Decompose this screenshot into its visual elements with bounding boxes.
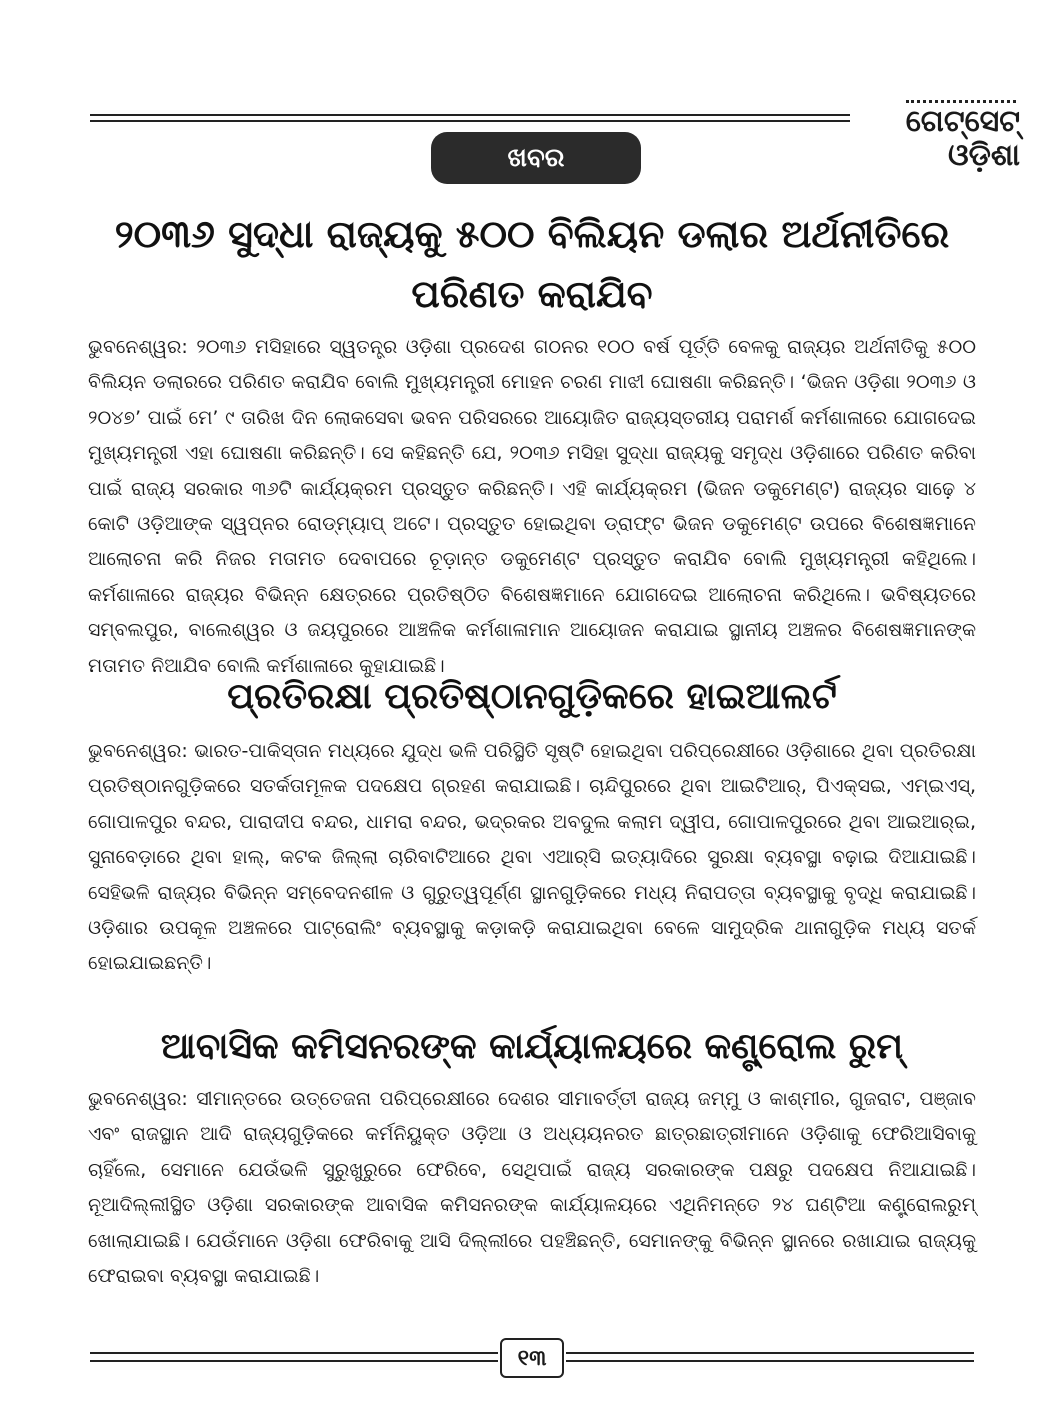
- section-label: ଖବର: [431, 132, 641, 184]
- article-2-body: ଭୁବନେଶ୍ୱର: ଭାରତ-ପାକିସ୍ତାନ ମଧ୍ୟରେ ଯୁଦ୍ଧ ଭଳି ପରିସ୍ଥିତି ସୃଷ୍ଟି ହୋଇଥିବା ପରିପ୍ରେକ୍ଷୀରେ ଓଡ଼ିଶାରେ ଥିବା ପ୍ରତିରକ୍ଷା ପ୍ରତିଷ୍ଠାନଗୁଡ଼ିକରେ ସତର୍କତାମୂଳକ ପଦକ୍ଷେପ ଗ୍ରହଣ କରାଯାଇଛି। ଚାନ୍ଦିପୁରରେ ଥିବା ଆଇଟିଆର୍, ପିଏକ୍ସଇ, ଏମ୍ଇଏସ୍, ଗୋପାଳପୁର ବନ୍ଦର, ପାରାଦୀପ ବନ୍ଦର, ଧାମରା ବନ୍ଦର, ଭଦ୍ରକର ଅବଦୁଲ କଲାମ ଦ୍ୱୀପ, ଗୋପାଳପୁରରେ ଥିବା ଆଇଆର୍‌ଇ, ସୁନାବେଡ଼ାରେ ଥିବା ହାଲ୍, କଟକ ଜିଲ୍ଲା ଚାରିବାଟିଆରେ ଥିବା ଏଆର୍‌ସି ଇତ୍ୟାଦିରେ ସୁରକ୍ଷା ବ୍ୟବସ୍ଥା ବଢ଼ାଇ ଦିଆଯାଇଛି। ସେହିଭଳି ରାଜ୍ୟର ବିଭିନ୍ନ ସମ୍ବେଦନଶୀଳ ଓ ଗୁରୁତ୍ୱପୂର୍ଣ୍ଣ ସ୍ଥାନଗୁଡ଼ିକରେ ମଧ୍ୟ ନିରାପତ୍ତା ବ୍ୟବସ୍ଥାକୁ ବୃଦ୍ଧି କରାଯାଇଛି। ଓଡ଼ିଶାର ଉପକୂଳ ଅଞ୍ଚଳରେ ପାଟ୍ରୋଲିଂ ବ୍ୟବସ୍ଥାକୁ କଡ଼ାକଡ଼ି କରାଯାଇଥିବା ବେଳେ ସାମୁଦ୍ରିକ ଥାନାଗୁଡ଼ିକ ମଧ୍ୟ ସତର୍କ ହୋଇଯାଇଛନ୍ତି।: [88, 740, 976, 975]
- article-1-body: ଭୁବନେଶ୍ୱର: ୨୦୩୬ ମସିହାରେ ସ୍ୱତନ୍ତ୍ର ଓଡ଼ିଶା ପ୍ରଦେଶ ଗଠନର ୧୦୦ ବର୍ଷ ପୂର୍ତ୍ତି ବେଳକୁ ରାଜ୍ୟର ଅର୍ଥନୀତିକୁ ୫୦୦ ବିଲିୟନ ଡଲାରରେ ପରିଣତ କରାଯିବ ବୋଲି ମୁଖ୍ୟମନ୍ତ୍ରୀ ମୋହନ ଚରଣ ମାଝୀ ଘୋଷଣା କରିଛନ୍ତି। ‘ଭିଜନ ଓଡ଼ିଶା ୨୦୩୬ ଓ ୨୦୪୭’ ପାଇଁ ମେ’ ୯ ତାରିଖ ଦିନ ଲୋକସେବା ଭବନ ପରିସରରେ ଆୟୋଜିତ ରାଜ୍ୟସ୍ତରୀୟ ପରାମର୍ଶ କର୍ମଶାଳାରେ ଯୋଗଦେଇ ମୁଖ୍ୟମନ୍ତ୍ରୀ ଏହା ଘୋଷଣା କରିଛନ୍ତି। ସେ କହିଛନ୍ତି ଯେ, ୨୦୩୬ ମସିହା ସୁଦ୍ଧା ରାଜ୍ୟକୁ ସମୃଦ୍ଧ ଓଡ଼ିଶାରେ ପରିଣତ କରିବା ପାଇଁ ରାଜ୍ୟ ସରକାର ୩୬ଟି କାର୍ଯ୍ୟକ୍ରମ ପ୍ରସ୍ତୁତ କରିଛନ୍ତି। ଏହି କାର୍ଯ୍ୟକ୍ରମ (ଭିଜନ ଡକୁମେଣ୍ଟ) ରାଜ୍ୟର ସାଢ଼େ ୪ କୋଟି ଓଡ଼ିଆଙ୍କ ସ୍ୱପ୍ନର ରୋଡ୍‌ମ୍ୟାପ୍ ଅଟେ। ପ୍ରସ୍ତୁତ ହୋଇଥିବା ଡ୍ରାଫ୍ଟ ଭିଜନ ଡକୁମେଣ୍ଟ ଉପରେ ବିଶେଷଜ୍ଞମାନେ ଆଲୋଚନା କରି ନିଜର ମତାମତ ଦେବାପରେ ଚୂଡ଼ାନ୍ତ ଡକୁମେଣ୍ଟ ପ୍ରସ୍ତୁତ କରାଯିବ ବୋଲି ମୁଖ୍ୟମନ୍ତ୍ରୀ କହିଥିଲେ। କର୍ମଶାଳାରେ ରାଜ୍ୟର ବିଭିନ୍ନ କ୍ଷେତ୍ରରେ ପ୍ରତିଷ୍ଠିତ ବିଶେଷଜ୍ଞମାନେ ଯୋଗଦେଇ ଆଲୋଚନା କରିଥିଲେ। ଭବିଷ୍ୟତରେ ସମ୍ବଲପୁର, ବାଲେଶ୍ୱର ଓ ଜୟପୁରରେ ଆଞ୍ଚଳିକ କର୍ମଶାଳାମାନ ଆୟୋଜନ କରାଯାଇ ସ୍ଥାନୀୟ ଅଞ୍ଚଳର ବିଶେଷଜ୍ଞମାନଙ୍କ ମତାମତ ନିଆଯିବ ବୋଲି କର୍ମଶାଳାରେ କୁହାଯାଇଛି।: [88, 336, 976, 677]
- masthead-logo-line2: ଓଡ଼ିଶା: [947, 138, 1020, 173]
- masthead-logo-line1: ଗେଟ୍‌ସେଟ୍‌: [905, 104, 1020, 139]
- article-3-body: ଭୁବନେଶ୍ୱର: ସୀମାନ୍ତରେ ଉତ୍ତେଜନା ପରିପ୍ରେକ୍ଷୀରେ ଦେଶର ସୀମାବର୍ତ୍ତୀ ରାଜ୍ୟ ଜମ୍ମୁ ଓ କାଶ୍ମୀର, ଗୁଜରାଟ, ପଞ୍ଜାବ ଏବଂ ରାଜସ୍ଥାନ ଆଦି ରାଜ୍ୟଗୁଡ଼ିକରେ କର୍ମନିୟୁକ୍ତ ଓଡ଼ିଆ ଓ ଅଧ୍ୟୟନରତ ଛାତ୍ରଛାତ୍ରୀମାନେ ଓଡ଼ିଶାକୁ ଫେରିଆସିବାକୁ ଚାହିଁଲେ, ସେମାନେ ଯେଉଁଭଳି ସୁରୁଖୁରୁରେ ଫେରିବେ, ସେଥିପାଇଁ ରାଜ୍ୟ ସରକାରଙ୍କ ପକ୍ଷରୁ ପଦକ୍ଷେପ ନିଆଯାଇଛି। ନୂଆଦିଲ୍ଲୀସ୍ଥିତ ଓଡ଼ିଶା ସରକାରଙ୍କ ଆବାସିକ କମିସନରଙ୍କ କାର୍ଯ୍ୟାଳୟରେ ଏଥିନିମନ୍ତେ ୨୪ ଘଣ୍ଟିଆ କଣ୍ଟ୍ରୋଲରୁମ୍ ଖୋଲାଯାଇଛି। ଯେଉଁମାନେ ଓଡ଼ିଶା ଫେରିବାକୁ ଆସି ଦିଲ୍ଲୀରେ ପହଞ୍ଚିଛନ୍ତି, ସେମାନଙ୍କୁ ବିଭିନ୍ନ ସ୍ଥାନରେ ରଖାଯାଇ ରାଜ୍ୟକୁ ଫେରାଇବା ବ୍ୟବସ୍ଥା କରାଯାଇଛି।: [88, 1088, 976, 1288]
- footer-rule-left-2: [90, 1360, 498, 1362]
- article-1-headline-line1: ୨୦୩୬ ସୁଦ୍ଧା ରାଜ୍ୟକୁ ୫୦୦ ବିଲିୟନ ଡଲାର ଅର୍ଥନୀତିରେ: [114, 212, 950, 256]
- article-2-headline: ପ୍ରତିରକ୍ଷା ପ୍ରତିଷ୍ଠାନଗୁଡ଼ିକରେ ହାଇଆଲର୍ଟ: [227, 676, 837, 717]
- article-1-headline-line2: ପରିଣତ କରାଯିବ: [411, 272, 653, 316]
- footer-rule-left: [90, 1352, 498, 1354]
- footer-rule-right-2: [566, 1360, 974, 1362]
- article-3-headline: ଆବାସିକ କମିସନରଙ୍କ କାର୍ଯ୍ୟାଳୟରେ କଣ୍ଟ୍ରୋଲ ରୁମ୍: [160, 1026, 904, 1067]
- footer-rule-right: [566, 1352, 974, 1354]
- page-number: ୧୩: [500, 1338, 564, 1378]
- top-rule: [90, 114, 850, 122]
